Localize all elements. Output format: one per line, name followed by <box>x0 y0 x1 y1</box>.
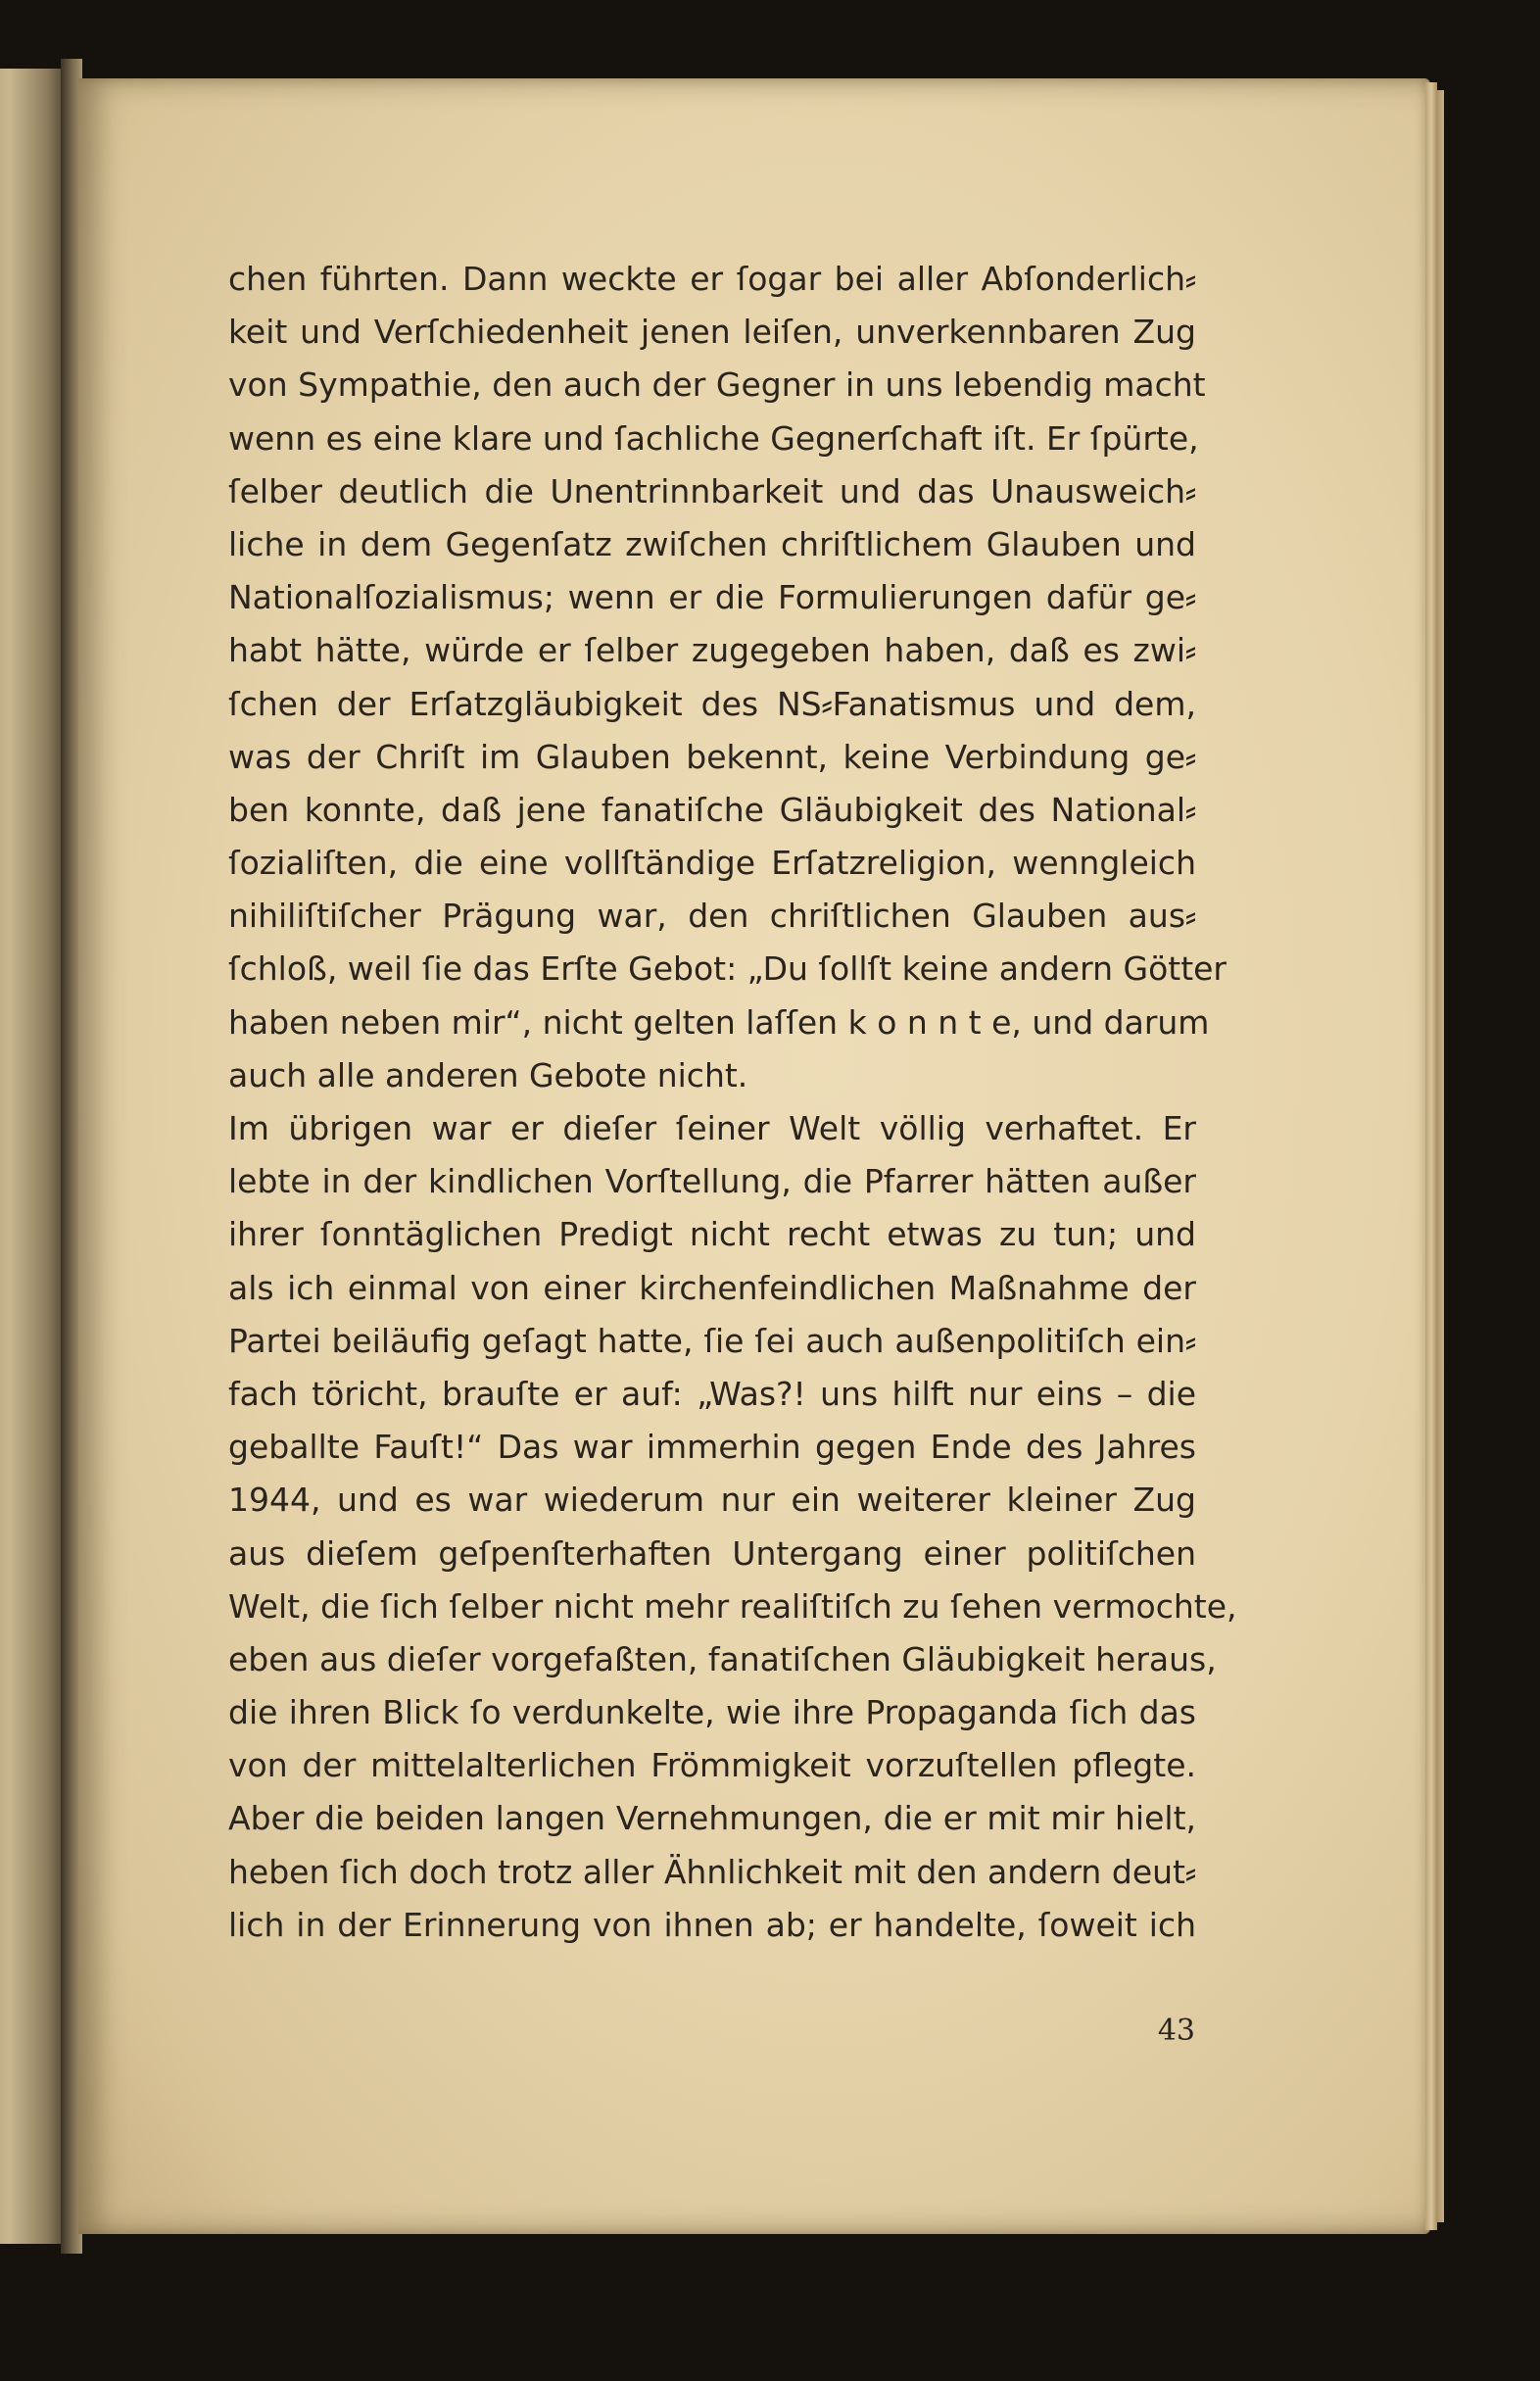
text-line: heben ſich doch trotz aller Ähnlichkeit mit den andern deut⸗ <box>228 1852 1196 1891</box>
text-line: ſozialiſten, die eine vollſtändige Erſatzreligion, wenngleich <box>228 844 1196 883</box>
text-line: liche in dem Gegenſatz zwiſchen chriſtlichem Glauben und <box>228 524 1196 563</box>
text-line: was der Chriſt im Glauben bekennt, keine Verbindung ge⸗ <box>228 737 1196 776</box>
text-line: Im übrigen war er dieſer ſeiner Welt völlig verhaftet. Er <box>228 1109 1196 1147</box>
text-line: ſchen der Erſatzgläubigkeit des NS⸗Fanatismus und dem, <box>228 684 1196 723</box>
text-line: Aber die beiden langen Vernehmungen, die er mit mir hielt, <box>228 1799 1196 1838</box>
text-line: lich in der Erinnerung von ihnen ab; er handelte, ſoweit ich <box>228 1905 1196 1944</box>
text-line: chen führten. Dann weckte er ſogar bei aller Abſonderlich⸗ <box>228 260 1196 298</box>
page-stack-edge-outer <box>1436 90 1444 2222</box>
text-line: lebte in der kindlichen Vorſtellung, die Pfarrer hätten außer <box>228 1162 1196 1201</box>
text-line: geballte Fauſt!“ Das war immerhin gegen Ende des Jahres <box>228 1428 1196 1467</box>
text-line: haben neben mir“, nicht gelten laſſen k o n n t e, und darum <box>228 1002 1210 1042</box>
body-text <box>228 253 1237 1952</box>
text-line: von Sympathie, den auch der Gegner in uns lebendig macht <box>228 365 1206 405</box>
text-line: Welt, die ſich ſelber nicht mehr realiſtiſch zu ſehen vermochte, <box>228 1586 1237 1626</box>
text-line: als ich einmal von einer kirchenfeindlichen Maßnahme der <box>228 1268 1196 1307</box>
text-line-paragraph-end: auch alle anderen Gebote nicht. <box>228 1055 748 1094</box>
text-line: ihrer ſonntäglichen Predigt nicht recht etwas zu tun; und <box>228 1215 1196 1254</box>
text-line: die ihren Blick ſo verdunkelte, wie ihre Propaganda ſich das <box>228 1693 1196 1732</box>
left-page-edge <box>0 69 69 2244</box>
text-line: ſelber deutlich die Unentrinnbarkeit und das Unausweich⸗ <box>228 471 1196 510</box>
text-line: Nationalſozialismus; wenn er die Formulierungen dafür ge⸗ <box>228 578 1196 617</box>
text-line: fach töricht, brauſte er auf: „Was?! uns hilft nur eins – die <box>228 1374 1196 1413</box>
text-line: von der mittelalterlichen Frömmigkeit vorzuſtellen pflegte. <box>228 1746 1196 1785</box>
text-line: aus dieſem geſpenſterhaften Untergang einer politiſchen <box>228 1533 1196 1573</box>
text-line: eben aus dieſer vorgefaßten, fanatiſchen Gläubigkeit heraus, <box>228 1639 1217 1678</box>
text-line: wenn es eine klare und ſachliche Gegnerſchaft iſt. Er ſpürte, <box>228 418 1199 458</box>
page-number: 43 <box>1157 2014 1195 2048</box>
text-line: ben konnte, daß jene fanatiſche Gläubigkeit des National⸗ <box>228 790 1196 829</box>
text-line: nihiliſtiſcher Prägung war, den chriſtlichen Glauben aus⸗ <box>228 897 1196 936</box>
text-line: 1944, und es war wiederum nur ein weiterer kleiner Zug <box>228 1481 1196 1520</box>
text-line: ſchloß, weil ſie das Erſte Gebot: „Du ſollſt keine andern Götter <box>228 949 1227 989</box>
text-line: habt hätte, würde er ſelber zugegeben haben, daß es zwi⸗ <box>228 631 1196 670</box>
text-line: keit und Verſchiedenheit jenen leiſen, unverkennbaren Zug <box>228 313 1196 352</box>
text-line: Partei beiläufig geſagt hatte, ſie ſei auch außenpolitiſch ein⸗ <box>228 1321 1196 1360</box>
